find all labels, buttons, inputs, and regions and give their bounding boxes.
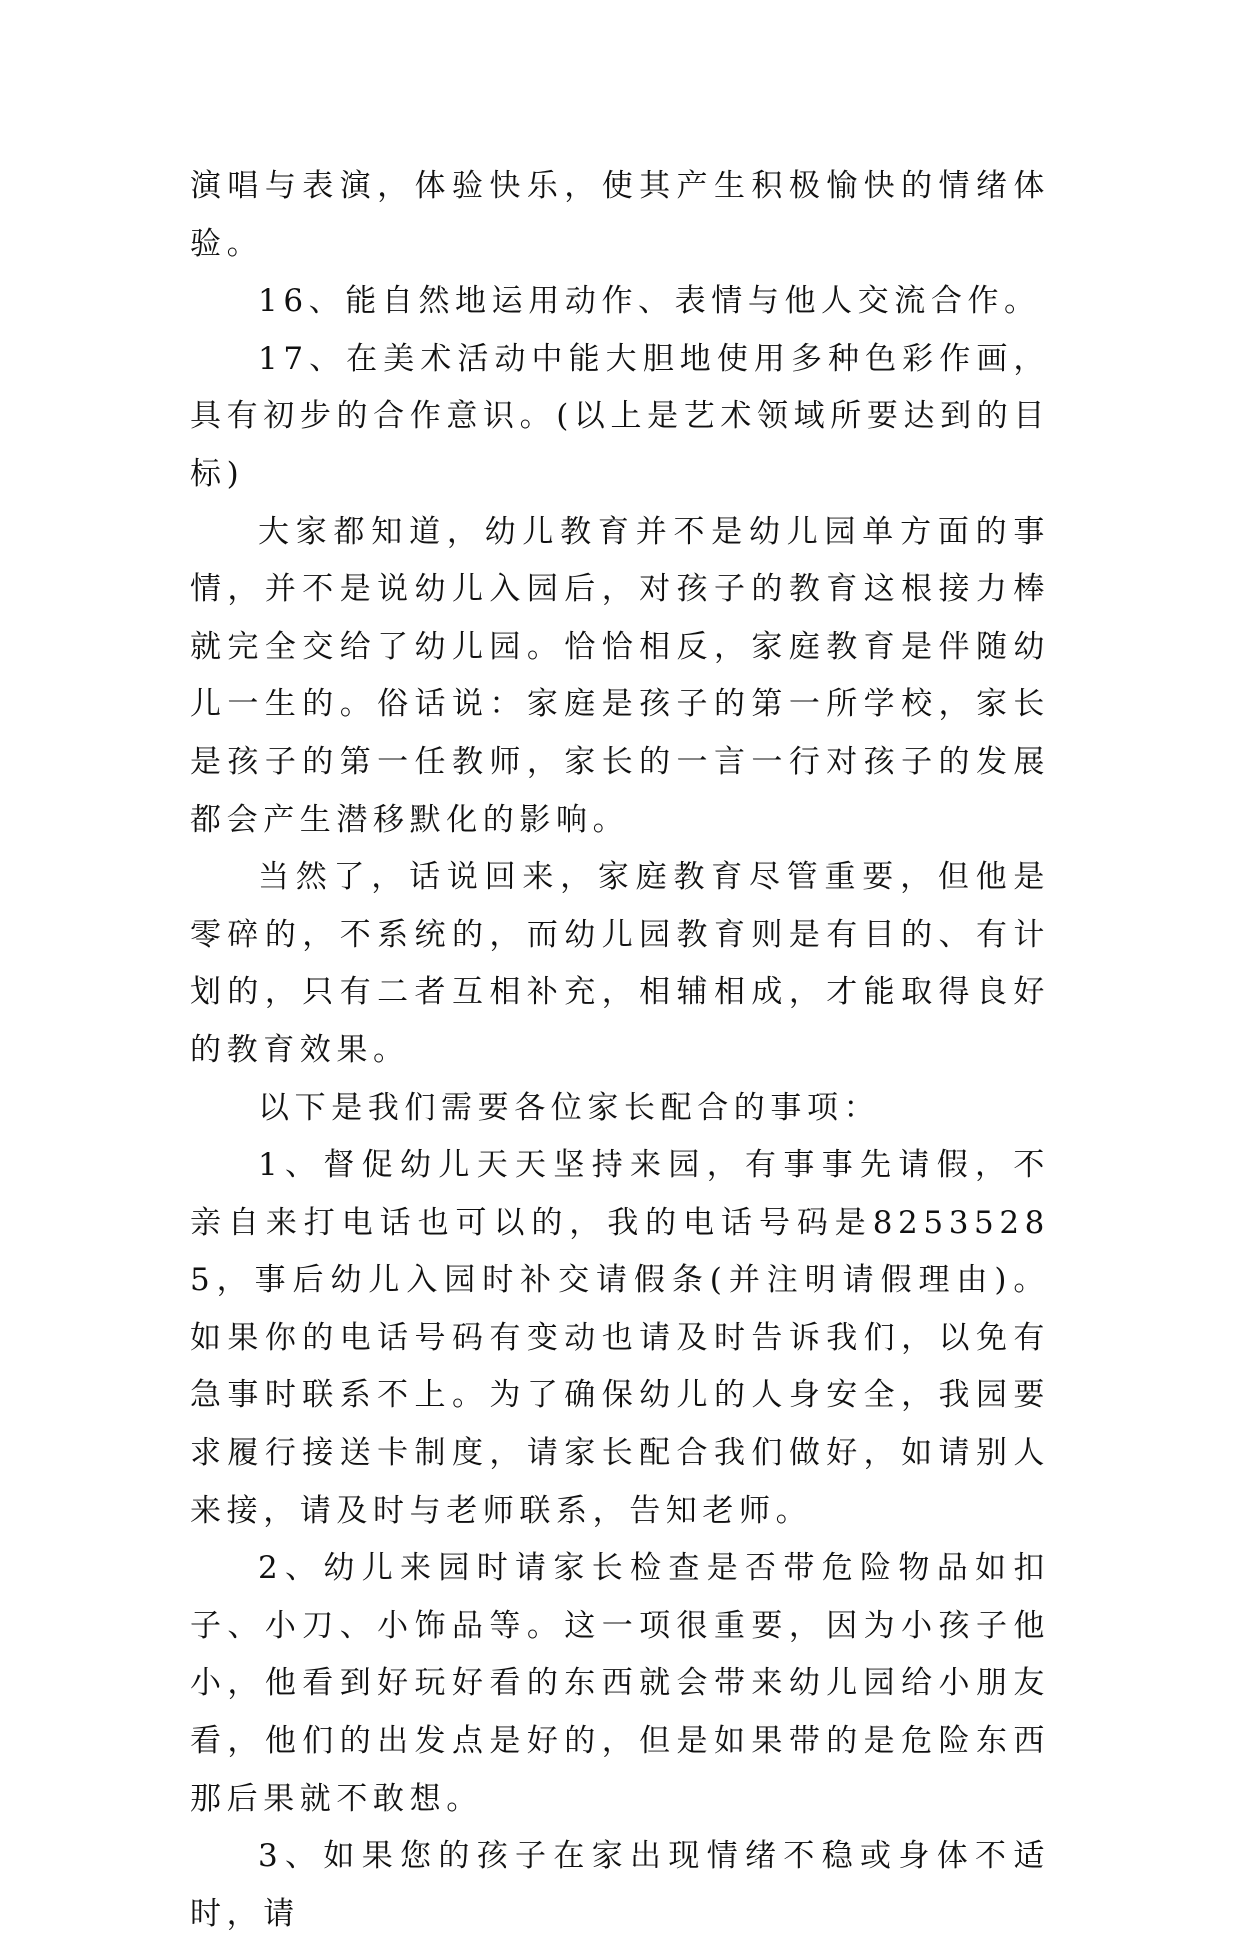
- document-page: [190, 158, 1050, 1943]
- paragraph-6: 以下是我们需要各位家长配合的事项：: [258, 1089, 881, 1126]
- paragraph-3: 17、在美术活动中能大胆地使用多种色彩作画，具有初步的合作意识。(以上是艺术领域所要达到的目标): [190, 340, 1050, 492]
- paragraph-1: 演唱与表演，体验快乐，使其产生积极愉快的情绪体验。: [190, 168, 1050, 262]
- paragraph-7: 1、督促幼儿天天坚持来园，有事事先请假，不亲自来打电话也可以的，我的电话号码是82535285，事后幼儿入园时补交请假条(并注明请假理由)。如果你的电话号码有变动也请及时告诉我们，以免有急事时联系不上。为了确保幼儿的人身安全，我园要求履行接送卡制度，请家长配合我们做好，如请别人来接，请及时与老师联系，告知老师。: [190, 1147, 1050, 1529]
- paragraph-4: 大家都知道，幼儿教育并不是幼儿园单方面的事情，并不是说幼儿入园后，对孩子的教育这根接力棒就完全交给了幼儿园。恰恰相反，家庭教育是伴随幼儿一生的。俗话说：家庭是孩子的第一所学校，家长是孩子的第一任教师，家长的一言一行对孩子的发展都会产生潜移默化的影响。: [190, 513, 1050, 838]
- paragraph-2: 16、能自然地运用动作、表情与他人交流合作。: [258, 283, 1041, 320]
- paragraph-8: 2、幼儿来园时请家长检查是否带危险物品如扣子、小刀、小饰品等。这一项很重要，因为小孩子他小，他看到好玩好看的东西就会带来幼儿园给小朋友看，他们的出发点是好的，但是如果带的是危险东西那后果就不敢想。: [190, 1550, 1050, 1817]
- paragraph-5: 当然了，话说回来，家庭教育尽管重要，但他是零碎的，不系统的，而幼儿园教育则是有目的、有计划的，只有二者互相补充，相辅相成，才能取得良好的教育效果。: [190, 859, 1050, 1068]
- paragraph-9: 3、如果您的孩子在家出现情绪不稳或身体不适时，请: [190, 1838, 1050, 1932]
